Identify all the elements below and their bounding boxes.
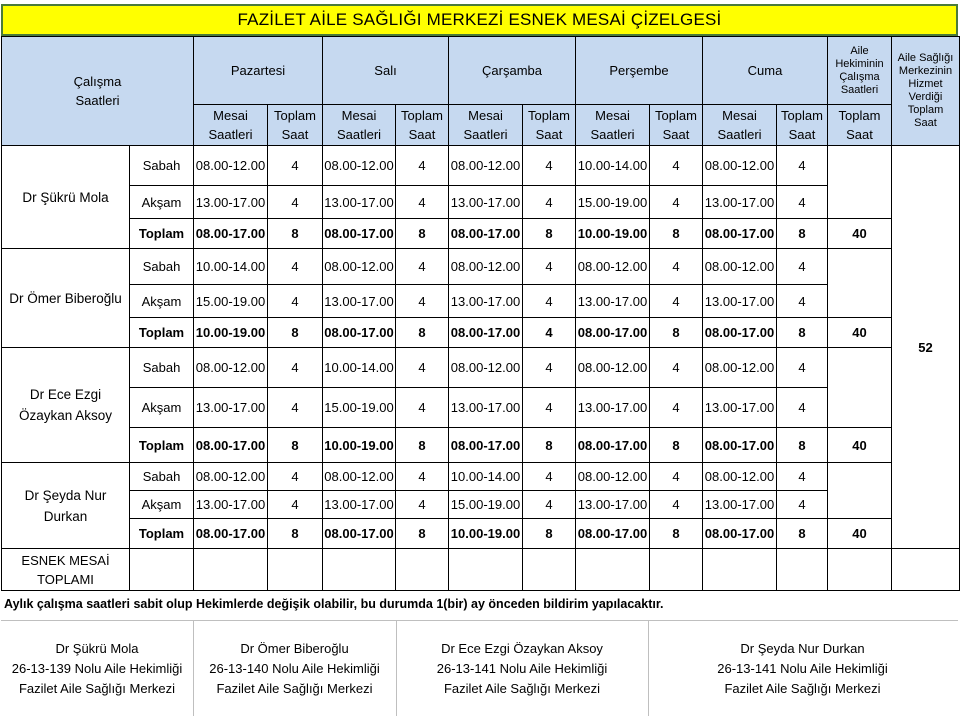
shift-total[interactable]: 4 — [650, 249, 703, 285]
signature-seyda[interactable] — [648, 621, 957, 716]
shift-label[interactable]: Sabah — [130, 249, 194, 285]
shift-hours[interactable]: 10.00-19.00 — [194, 318, 268, 348]
physician-total[interactable]: 40 — [828, 318, 892, 348]
header-label: Toplam — [781, 108, 823, 123]
shift-hours[interactable]: 13.00-17.00 — [194, 491, 268, 519]
header-label: Toplam — [838, 108, 881, 123]
shift-hours[interactable]: 08.00-17.00 — [194, 428, 268, 463]
shift-hours[interactable]: 13.00-17.00 — [703, 491, 777, 519]
shift-total[interactable]: 4 — [650, 285, 703, 318]
shift-hours[interactable]: 08.00-17.00 — [576, 318, 650, 348]
shift-label[interactable]: Toplam — [130, 219, 194, 249]
empty-cell[interactable] — [777, 549, 828, 591]
shift-total[interactable]: 4 — [523, 318, 576, 348]
shift-hours[interactable]: 13.00-17.00 — [703, 186, 777, 219]
header-label: Saat — [535, 127, 563, 142]
signature-line: Dr Şeyda Nur Durkan — [740, 640, 865, 656]
shift-total[interactable]: 8 — [523, 219, 576, 249]
shift-hours[interactable]: 13.00-17.00 — [449, 388, 523, 428]
table-row — [2, 249, 960, 285]
shift-hours[interactable]: 08.00-12.00 — [576, 463, 650, 491]
shift-total[interactable]: 8 — [777, 318, 828, 348]
shift-total[interactable]: 4 — [268, 491, 323, 519]
shift-hours[interactable]: 13.00-17.00 — [323, 285, 396, 318]
header-mesai[interactable] — [194, 105, 268, 146]
header-label: Saatleri — [717, 127, 762, 142]
signature-shukru[interactable] — [1, 621, 194, 716]
shift-label[interactable]: Sabah — [130, 146, 194, 186]
header-label: Saat — [281, 127, 309, 142]
shift-total[interactable]: 4 — [396, 285, 449, 318]
empty-cell[interactable] — [828, 549, 892, 591]
empty-cell[interactable] — [396, 549, 449, 591]
shift-label[interactable]: Toplam — [130, 318, 194, 348]
shift-label[interactable]: Toplam — [130, 519, 194, 549]
physician-total-empty[interactable] — [828, 146, 892, 219]
shift-hours[interactable]: 08.00-17.00 — [576, 428, 650, 463]
shift-hours[interactable]: 15.00-19.00 — [576, 186, 650, 219]
shift-hours[interactable]: 08.00-17.00 — [194, 519, 268, 549]
empty-cell[interactable] — [130, 549, 194, 591]
shift-hours[interactable]: 08.00-12.00 — [323, 146, 396, 186]
shift-hours[interactable]: 13.00-17.00 — [194, 186, 268, 219]
empty-cell[interactable] — [194, 549, 268, 591]
table-row — [2, 285, 960, 318]
shift-hours[interactable]: 08.00-17.00 — [703, 318, 777, 348]
flex-total-line: TOPLAMI — [37, 571, 94, 587]
shift-hours[interactable]: 08.00-17.00 — [576, 519, 650, 549]
shift-hours[interactable]: 13.00-17.00 — [194, 388, 268, 428]
header-label: Saatleri — [590, 127, 635, 142]
shift-total[interactable]: 8 — [396, 219, 449, 249]
shift-hours[interactable]: 15.00-19.00 — [449, 491, 523, 519]
shift-total[interactable]: 4 — [777, 186, 828, 219]
empty-cell[interactable] — [449, 549, 523, 591]
shift-hours[interactable]: 08.00-12.00 — [194, 146, 268, 186]
shift-total[interactable]: 4 — [396, 348, 449, 388]
header-label: Saatleri — [463, 127, 508, 142]
shift-hours[interactable]: 08.00-17.00 — [449, 428, 523, 463]
shift-hours[interactable]: 10.00-19.00 — [449, 519, 523, 549]
header-label: Mesai — [722, 108, 757, 123]
shift-hours[interactable]: 13.00-17.00 — [703, 388, 777, 428]
header-label: Aile Sağlığı — [897, 52, 954, 64]
empty-cell[interactable] — [576, 549, 650, 591]
shift-total[interactable]: 4 — [777, 348, 828, 388]
shift-total[interactable]: 8 — [396, 318, 449, 348]
header-label: Hekiminin — [835, 57, 884, 70]
physician-total-empty[interactable] — [828, 463, 892, 519]
shift-hours[interactable]: 08.00-12.00 — [703, 463, 777, 491]
table-row — [2, 463, 960, 491]
shift-hours[interactable]: 13.00-17.00 — [576, 285, 650, 318]
shift-total[interactable]: 4 — [650, 186, 703, 219]
header-label: Saat — [914, 117, 937, 129]
shift-total[interactable]: 4 — [523, 463, 576, 491]
shift-hours[interactable]: 13.00-17.00 — [323, 491, 396, 519]
header-mesai[interactable] — [576, 105, 650, 146]
header-label: Çalışma — [839, 70, 880, 83]
header-toplam[interactable] — [777, 105, 828, 146]
signature-line: Fazilet Aile Sağlığı Merkezi — [724, 680, 881, 696]
shift-total[interactable]: 8 — [396, 519, 449, 549]
signature-ece[interactable] — [396, 621, 649, 716]
empty-cell[interactable] — [523, 549, 576, 591]
physician-total[interactable]: 40 — [828, 219, 892, 249]
shift-total[interactable]: 4 — [777, 249, 828, 285]
flex-total-row — [2, 549, 960, 591]
header-label: Saatleri — [840, 83, 879, 96]
header-center-hours[interactable] — [892, 37, 960, 146]
shift-hours[interactable]: 08.00-12.00 — [323, 463, 396, 491]
shift-total[interactable]: 4 — [396, 388, 449, 428]
physician-total-empty[interactable] — [828, 249, 892, 318]
shift-hours[interactable]: 08.00-17.00 — [323, 219, 396, 249]
shift-hours[interactable]: 13.00-17.00 — [703, 285, 777, 318]
header-day[interactable]: Çarşamba — [449, 37, 576, 105]
shift-total[interactable]: 4 — [650, 388, 703, 428]
shift-total[interactable]: 8 — [650, 219, 703, 249]
doctor-name-line: Dr Ece Ezgi — [29, 387, 102, 402]
doctor-name[interactable] — [2, 249, 130, 348]
header-label: Toplam — [655, 108, 697, 123]
header-label: Mesai — [595, 108, 630, 123]
shift-hours[interactable]: 08.00-17.00 — [703, 519, 777, 549]
header-physician-hours[interactable] — [828, 37, 892, 105]
shift-total[interactable]: 8 — [650, 318, 703, 348]
signature-line: 26-13-139 Nolu Aile Hekimliği — [11, 660, 183, 676]
table-row — [2, 146, 960, 186]
shift-hours[interactable]: 10.00-14.00 — [194, 249, 268, 285]
shift-total[interactable]: 4 — [268, 186, 323, 219]
header-label: Saatleri — [208, 127, 253, 142]
header-day[interactable]: Perşembe — [576, 37, 703, 105]
shift-total[interactable]: 4 — [523, 186, 576, 219]
schedule-note[interactable]: Aylık çalışma saatleri sabit olup Hekimlerde değişik olabilir, bu durumda 1(bir) ay önceden bildirim yapılacaktır. — [4, 597, 664, 611]
schedule-table — [1, 36, 960, 591]
shift-label[interactable]: Sabah — [130, 463, 194, 491]
header-day[interactable]: Pazartesi — [194, 37, 323, 105]
header-label: Toplam — [528, 108, 570, 123]
header-label: Çalışma — [73, 74, 122, 89]
shift-total[interactable]: 4 — [396, 186, 449, 219]
shift-hours[interactable]: 10.00-19.00 — [323, 428, 396, 463]
empty-cell[interactable] — [268, 549, 323, 591]
shift-hours[interactable]: 15.00-19.00 — [323, 388, 396, 428]
shift-hours[interactable]: 08.00-12.00 — [703, 348, 777, 388]
doctor-name[interactable] — [2, 348, 130, 463]
signature-line: 26-13-141 Nolu Aile Hekimliği — [436, 660, 608, 676]
shift-hours[interactable]: 08.00-12.00 — [703, 146, 777, 186]
header-mesai[interactable] — [703, 105, 777, 146]
shift-hours[interactable]: 08.00-12.00 — [449, 249, 523, 285]
shift-total[interactable]: 4 — [650, 146, 703, 186]
shift-total[interactable]: 4 — [777, 146, 828, 186]
header-toplam[interactable] — [828, 105, 892, 146]
header-toplam[interactable] — [523, 105, 576, 146]
shift-total[interactable]: 8 — [650, 519, 703, 549]
doctor-name-line: Dr Ömer Biberoğlu — [9, 290, 122, 306]
header-label: Saat — [662, 127, 690, 142]
shift-total[interactable]: 4 — [523, 388, 576, 428]
shift-hours[interactable]: 08.00-12.00 — [449, 146, 523, 186]
shift-hours[interactable]: 10.00-14.00 — [449, 463, 523, 491]
sheet-title[interactable]: FAZİLET AİLE SAĞLIĞI MERKEZİ ESNEK MESAİ ÇİZELGESİ — [1, 4, 958, 36]
shift-total[interactable]: 4 — [396, 491, 449, 519]
shift-total[interactable]: 4 — [396, 249, 449, 285]
shift-hours[interactable]: 10.00-19.00 — [576, 219, 650, 249]
shift-total[interactable]: 4 — [650, 463, 703, 491]
shift-hours[interactable]: 13.00-17.00 — [449, 186, 523, 219]
center-total[interactable]: 52 — [892, 146, 960, 549]
shift-total[interactable]: 4 — [523, 491, 576, 519]
shift-label[interactable]: Sabah — [130, 348, 194, 388]
header-label: Saat — [846, 127, 873, 142]
doctor-name[interactable] — [2, 463, 130, 549]
shift-hours[interactable]: 08.00-17.00 — [323, 318, 396, 348]
signature-line: Dr Ece Ezgi Özaykan Aksoy — [441, 640, 603, 656]
shift-total[interactable]: 8 — [396, 428, 449, 463]
table-row — [2, 186, 960, 219]
physician-total[interactable]: 40 — [828, 519, 892, 549]
header-mesai[interactable] — [323, 105, 396, 146]
doctor-name-line: Durkan — [43, 508, 88, 524]
header-working-hours[interactable] — [2, 37, 194, 146]
header-label: Toplam — [401, 108, 443, 123]
shift-hours[interactable]: 08.00-12.00 — [576, 348, 650, 388]
header-toplam[interactable] — [650, 105, 703, 146]
header-label: Toplam — [907, 104, 944, 116]
header-label: Merkezinin — [898, 65, 953, 77]
shift-hours[interactable]: 08.00-12.00 — [576, 249, 650, 285]
shift-total[interactable]: 4 — [523, 348, 576, 388]
shift-hours[interactable]: 13.00-17.00 — [576, 491, 650, 519]
shift-hours[interactable]: 15.00-19.00 — [194, 285, 268, 318]
empty-cell[interactable] — [892, 549, 960, 591]
shift-total[interactable]: 4 — [268, 463, 323, 491]
table-row — [2, 348, 960, 388]
table-row — [2, 428, 960, 463]
header-mesai[interactable] — [449, 105, 523, 146]
shift-total[interactable]: 8 — [777, 428, 828, 463]
flex-total-label[interactable] — [2, 549, 130, 591]
header-label: Saatleri — [336, 127, 382, 142]
shift-hours[interactable]: 08.00-17.00 — [703, 428, 777, 463]
header-toplam[interactable] — [396, 105, 449, 146]
shift-total[interactable]: 4 — [777, 491, 828, 519]
signature-line: Fazilet Aile Sağlığı Merkezi — [216, 680, 373, 696]
shift-total[interactable]: 4 — [650, 348, 703, 388]
shift-total[interactable]: 4 — [523, 146, 576, 186]
shift-hours[interactable]: 13.00-17.00 — [323, 186, 396, 219]
shift-hours[interactable]: 08.00-17.00 — [449, 219, 523, 249]
header-label: Saat — [788, 127, 816, 142]
shift-hours[interactable]: 13.00-17.00 — [576, 388, 650, 428]
shift-total[interactable]: 4 — [268, 388, 323, 428]
shift-total[interactable]: 4 — [268, 146, 323, 186]
table-row — [2, 318, 960, 348]
signature-line: Fazilet Aile Sağlığı Merkezi — [18, 680, 176, 696]
shift-total[interactable]: 4 — [777, 463, 828, 491]
table-row — [2, 519, 960, 549]
shift-total[interactable]: 4 — [650, 491, 703, 519]
shift-total[interactable]: 4 — [523, 249, 576, 285]
shift-hours[interactable]: 08.00-12.00 — [449, 348, 523, 388]
signature-line: Dr Ömer Biberoğlu — [240, 640, 349, 656]
shift-label[interactable]: Akşam — [130, 491, 194, 519]
empty-cell[interactable] — [703, 549, 777, 591]
shift-hours[interactable]: 08.00-17.00 — [703, 219, 777, 249]
doctor-name-line: Dr Şükrü Mola — [22, 189, 109, 205]
header-label: Saatleri — [75, 93, 120, 108]
shift-hours[interactable]: 08.00-12.00 — [194, 348, 268, 388]
header-label: Hizmet — [908, 78, 943, 90]
shift-total[interactable]: 4 — [777, 285, 828, 318]
empty-cell[interactable] — [323, 549, 396, 591]
shift-total[interactable]: 4 — [396, 146, 449, 186]
shift-hours[interactable]: 08.00-12.00 — [323, 249, 396, 285]
shift-total[interactable]: 8 — [268, 428, 323, 463]
header-label: Mesai — [341, 108, 377, 123]
header-label: Verdiği — [908, 91, 943, 103]
shift-total[interactable]: 8 — [650, 428, 703, 463]
physician-total-empty[interactable] — [828, 348, 892, 428]
signature-line: Fazilet Aile Sağlığı Merkezi — [443, 680, 601, 696]
header-day[interactable]: Salı — [323, 37, 449, 105]
table-row — [2, 388, 960, 428]
header-label: Toplam — [274, 108, 316, 123]
shift-label[interactable]: Akşam — [130, 388, 194, 428]
header-label: Mesai — [468, 108, 503, 123]
shift-total[interactable]: 8 — [268, 519, 323, 549]
shift-total[interactable]: 4 — [777, 388, 828, 428]
shift-hours[interactable]: 10.00-14.00 — [323, 348, 396, 388]
shift-total[interactable]: 8 — [777, 519, 828, 549]
signature-line: 26-13-140 Nolu Aile Hekimliği — [209, 660, 380, 676]
shift-label[interactable]: Toplam — [130, 428, 194, 463]
shift-total[interactable]: 4 — [268, 348, 323, 388]
signature-block — [1, 620, 958, 716]
shift-hours[interactable]: 10.00-14.00 — [576, 146, 650, 186]
signature-line: 26-13-141 Nolu Aile Hekimliği — [717, 660, 888, 676]
header-label: Mesai — [213, 108, 248, 123]
shift-total[interactable]: 8 — [268, 318, 323, 348]
doctor-name-line: Özaykan Aksoy — [18, 408, 113, 423]
shift-hours[interactable]: 13.00-17.00 — [449, 285, 523, 318]
shift-label[interactable]: Akşam — [130, 285, 194, 318]
shift-label[interactable]: Akşam — [130, 186, 194, 219]
header-toplam[interactable] — [268, 105, 323, 146]
shift-total[interactable]: 4 — [396, 463, 449, 491]
shift-total[interactable]: 8 — [268, 219, 323, 249]
shift-hours[interactable]: 08.00-12.00 — [194, 463, 268, 491]
shift-hours[interactable]: 08.00-17.00 — [449, 318, 523, 348]
flex-total-line: ESNEK MESAİ — [21, 552, 110, 568]
doctor-name-line: Dr Şeyda Nur — [24, 487, 107, 503]
shift-total[interactable]: 4 — [268, 285, 323, 318]
shift-hours[interactable]: 08.00-17.00 — [194, 219, 268, 249]
table-row — [2, 491, 960, 519]
header-label: Saat — [408, 127, 436, 142]
header-day[interactable]: Cuma — [703, 37, 828, 105]
shift-total[interactable]: 4 — [268, 249, 323, 285]
signature-line: Dr Şükrü Mola — [55, 640, 139, 656]
shift-hours[interactable]: 08.00-17.00 — [323, 519, 396, 549]
shift-total[interactable]: 8 — [777, 219, 828, 249]
physician-total[interactable]: 40 — [828, 428, 892, 463]
table-row — [2, 219, 960, 249]
header-label: Aile — [850, 44, 869, 57]
signature-omer[interactable] — [193, 621, 397, 716]
shift-total[interactable]: 8 — [523, 428, 576, 463]
shift-total[interactable]: 4 — [523, 285, 576, 318]
empty-cell[interactable] — [650, 549, 703, 591]
shift-hours[interactable]: 08.00-12.00 — [703, 249, 777, 285]
doctor-name[interactable] — [2, 146, 130, 249]
shift-total[interactable]: 8 — [523, 519, 576, 549]
